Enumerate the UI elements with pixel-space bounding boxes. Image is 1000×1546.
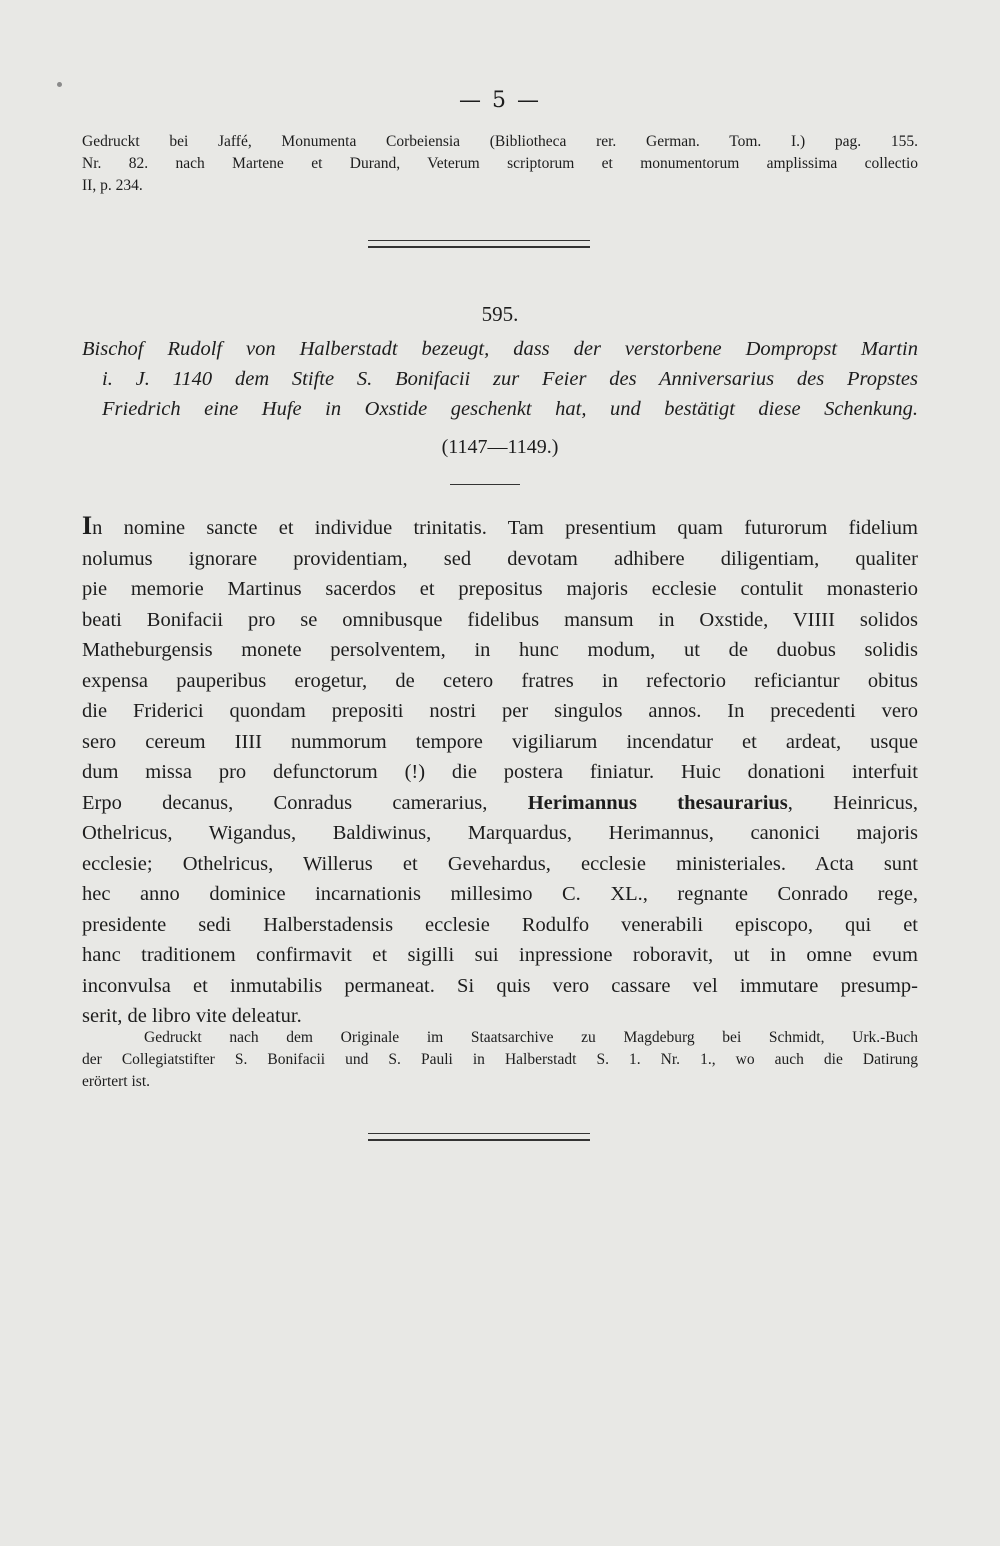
text-line: serit, de libro vite deleatur. [82, 1005, 302, 1027]
text-line: presidente sedi Halberstadensis ecclesie Rodulfo venerabili episcopo, qui et [82, 913, 918, 936]
bottom-note-line: erörtert ist. [82, 1073, 151, 1090]
bottom-note-line: Gedruckt nach dem Originale im Staatsarchive zu Magdeburg bei Schmidt, Urk.-Buch [144, 1029, 918, 1046]
headline-line: Bischof Rudolf von Halberstadt bezeugt, dass der verstorbene Dompropst Martin [82, 338, 918, 360]
text-fragment: , Heinricus, [787, 791, 918, 814]
text-line: nolumus ignorare providentiam, sed devotam adhibere diligentiam, qualiter [82, 547, 918, 570]
section-separator [368, 240, 590, 248]
headline-line: i. J. 1140 dem Stifte S. Bonifacii zur Feier des Anniversarius des Propstes [102, 368, 918, 390]
text-line: inconvulsa et inmutabilis permaneat. Si quis vero cassare vel immutare presump- [82, 974, 918, 997]
page-number: — 5 — [459, 88, 541, 113]
top-note-line: II, p. 234. [82, 177, 143, 194]
text-line: die Friderici quondam prepositi nostri per singulos annos. In precedenti vero [82, 700, 918, 722]
top-print-note [82, 131, 918, 197]
date-rule [450, 484, 520, 485]
text-line: hanc traditionem confirmavit et sigilli sui inpressione roboravit, ut in omne evum [82, 944, 918, 966]
top-note-line: Gedruckt bei Jaffé, Monumenta Corbeiensia (Bibliotheca rer. German. Tom. I.) pag. 155. [82, 133, 918, 150]
text-line: beati Bonifacii pro se omnibusque fidelibus mansum in Oxstide, VIIII solidos [82, 608, 918, 631]
document-date: (1147—1149.) [441, 436, 559, 458]
text-line: expensa pauperibus erogetur, de cetero fratres in refectorio reficiantur obitus [82, 669, 918, 692]
text-line: Matheburgensis monete persolventem, in hunc modum, ut de duobus solidis [82, 639, 918, 661]
text-line: Othelricus, Wigandus, Baldiwinus, Marquardus, Herimannus, canonici majoris [82, 822, 918, 844]
top-note-line: Nr. 82. nach Martene et Durand, Veterum scriptorum et monumentorum amplissima collectio [82, 155, 918, 172]
page-speck [57, 82, 62, 87]
text-line [82, 511, 918, 544]
document-headline [82, 334, 918, 424]
initial-letter: I [82, 511, 93, 540]
text-line: hec anno dominice incarnationis millesimo C. XL., regnante Conrado rege, [82, 883, 918, 905]
document-number: 595. [481, 302, 519, 326]
text-line [82, 788, 918, 819]
text-line: pie memorie Martinus sacerdos et prepositus majoris ecclesie contulit monasterio [82, 578, 918, 600]
text-line: dum missa pro defunctorum (!) die postera finiatur. Huic donationi interfuit [82, 761, 918, 783]
bottom-note-line: der Collegiatstifter S. Bonifacii und S. Pauli in Halberstadt S. 1. Nr. 1., wo auch die Datirung [82, 1051, 918, 1068]
text-line-rest: n nomine sancte et individue trinitatis. Tam presentium quam futurorum fidelium [92, 517, 918, 539]
bold-name: Herimannus thesaurarius [527, 791, 788, 814]
bottom-print-note [82, 1027, 918, 1093]
text-line: sero cereum IIII nummorum tempore vigiliarum incendatur et ardeat, usque [82, 730, 918, 753]
text-line: ecclesie; Othelricus, Willerus et Gevehardus, ecclesie ministeriales. Acta sunt [82, 852, 918, 875]
headline-line: Friedrich eine Hufe in Oxstide geschenkt hat, und bestätigt diese Schenkung. [102, 398, 918, 420]
charter-text [82, 511, 918, 1032]
text-fragment: Erpo decanus, Conradus camerarius, [82, 791, 528, 814]
section-separator [368, 1133, 590, 1141]
